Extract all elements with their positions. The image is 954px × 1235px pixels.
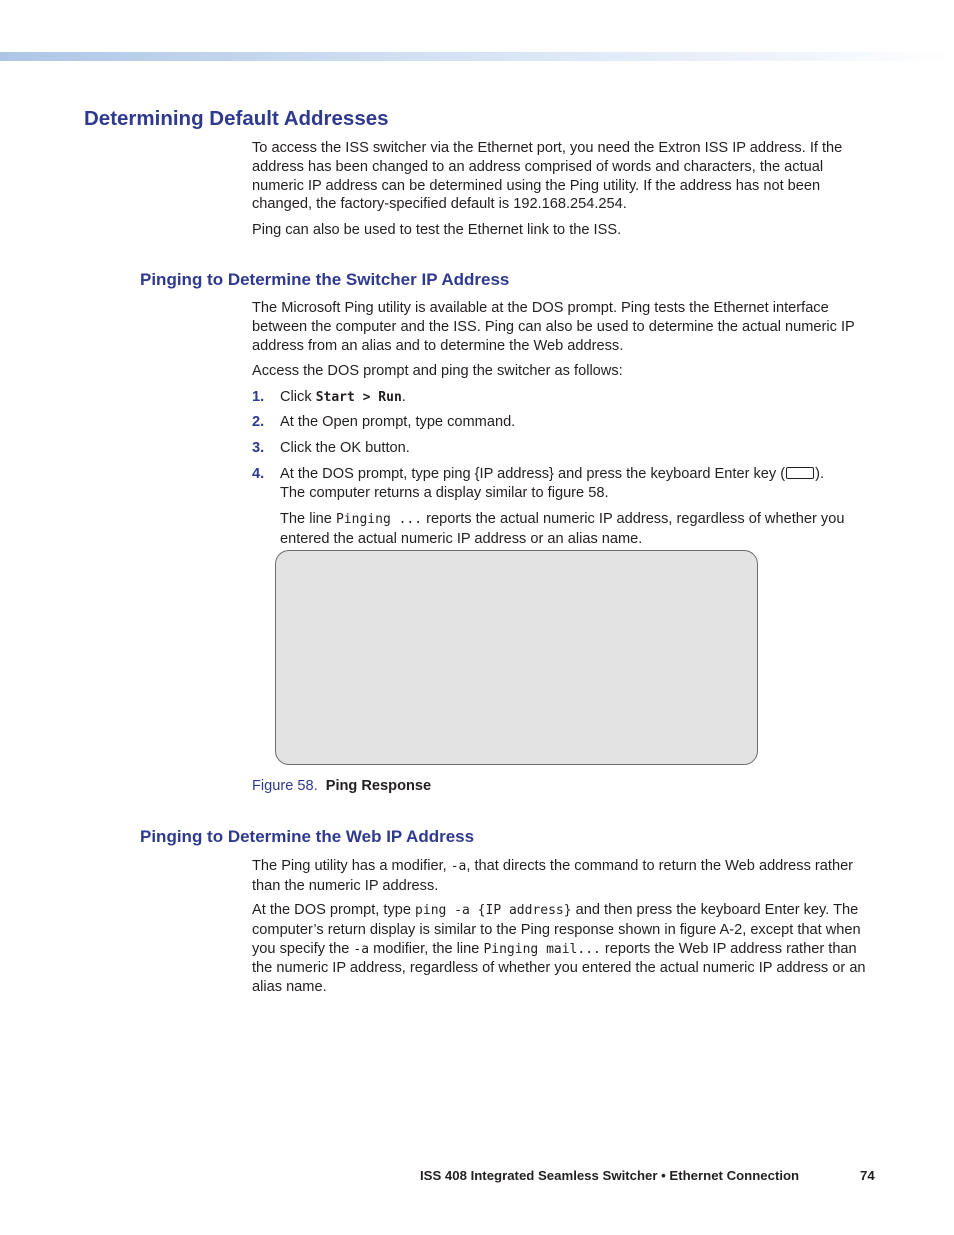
start-run-command: Start > Run <box>315 390 402 405</box>
step-text: Click the OK button. <box>280 440 410 456</box>
modifier-code: -a <box>450 859 467 874</box>
page-number: 74 <box>860 1168 875 1183</box>
intro-paragraph-2: Ping can also be used to test the Ethernet link to the ISS. <box>252 222 622 238</box>
section2-paragraph-2: At the DOS prompt, type ping -a {IP address} and then press the keyboard Enter key. The computer’s return display is similar to the Ping response shown in figure A-2, except that when you specify the -a modifier, the line Pinging mail... reports the Web IP address rather than the numeric IP address, regardless of whether you entered the actual numeric IP address or an alias name. <box>252 902 866 996</box>
section2-paragraph: The Ping utility has a modifier, -a, that directs the command to return the Web address rather than the numeric IP address. <box>252 858 854 894</box>
step-text: Click Start > Run. <box>280 389 406 405</box>
figure-caption <box>252 778 431 794</box>
pinging-note: The line Pinging ... reports the actual numeric IP address, regardless of whether you entered the actual numeric IP address or an alias name. <box>280 511 845 547</box>
section-heading-web-ip: Pinging to Determine the Web IP Address <box>140 827 475 846</box>
section1-instructions: Access the DOS prompt and ping the switcher as follows: <box>252 363 623 379</box>
step-number: 2. <box>252 414 265 430</box>
intro-paragraph: To access the ISS switcher via the Ethernet port, you need the Extron ISS IP address. If the address has been changed to an address comprised of words and characters, the actual numeric IP address can be determined using the Ping utility. If the address has not been changed, the factory-specified default is 192.168.254.254. <box>252 140 843 213</box>
step-number: 4. <box>252 466 265 482</box>
figure-title: Ping Response <box>325 778 432 794</box>
pinging-code: Pinging ... <box>335 512 423 527</box>
step-text: At the DOS prompt, type ping {IP address} and press the keyboard Enter key ( ). The computer returns a display similar to figure 58. <box>280 466 825 501</box>
ping-command-code: ping -a {IP address} <box>415 903 572 918</box>
figure-label: Figure 58. <box>252 778 318 794</box>
footer-title: ISS 408 Integrated Seamless Switcher • Ethernet Connection <box>420 1168 800 1183</box>
header-gradient-bar <box>0 52 954 61</box>
ping-response-figure <box>275 550 758 765</box>
enter-key-icon <box>786 467 814 479</box>
section-heading-switcher-ip: Pinging to Determine the Switcher IP Address <box>140 270 510 289</box>
modifier-code-2: -a <box>353 941 370 957</box>
step-text: At the Open prompt, type command. <box>280 414 516 430</box>
section1-paragraph: The Microsoft Ping utility is available at the DOS prompt. Ping tests the Ethernet interface between the computer and the ISS. Ping can also be used to determine the actual numeric IP address from an alias and to determine the Web address. <box>252 300 855 354</box>
pinging-mail-code: Pinging mail... <box>483 941 601 957</box>
step-number: 3. <box>252 440 265 456</box>
page-title: Determining Default Addresses <box>84 107 389 130</box>
step-number: 1. <box>252 389 265 405</box>
